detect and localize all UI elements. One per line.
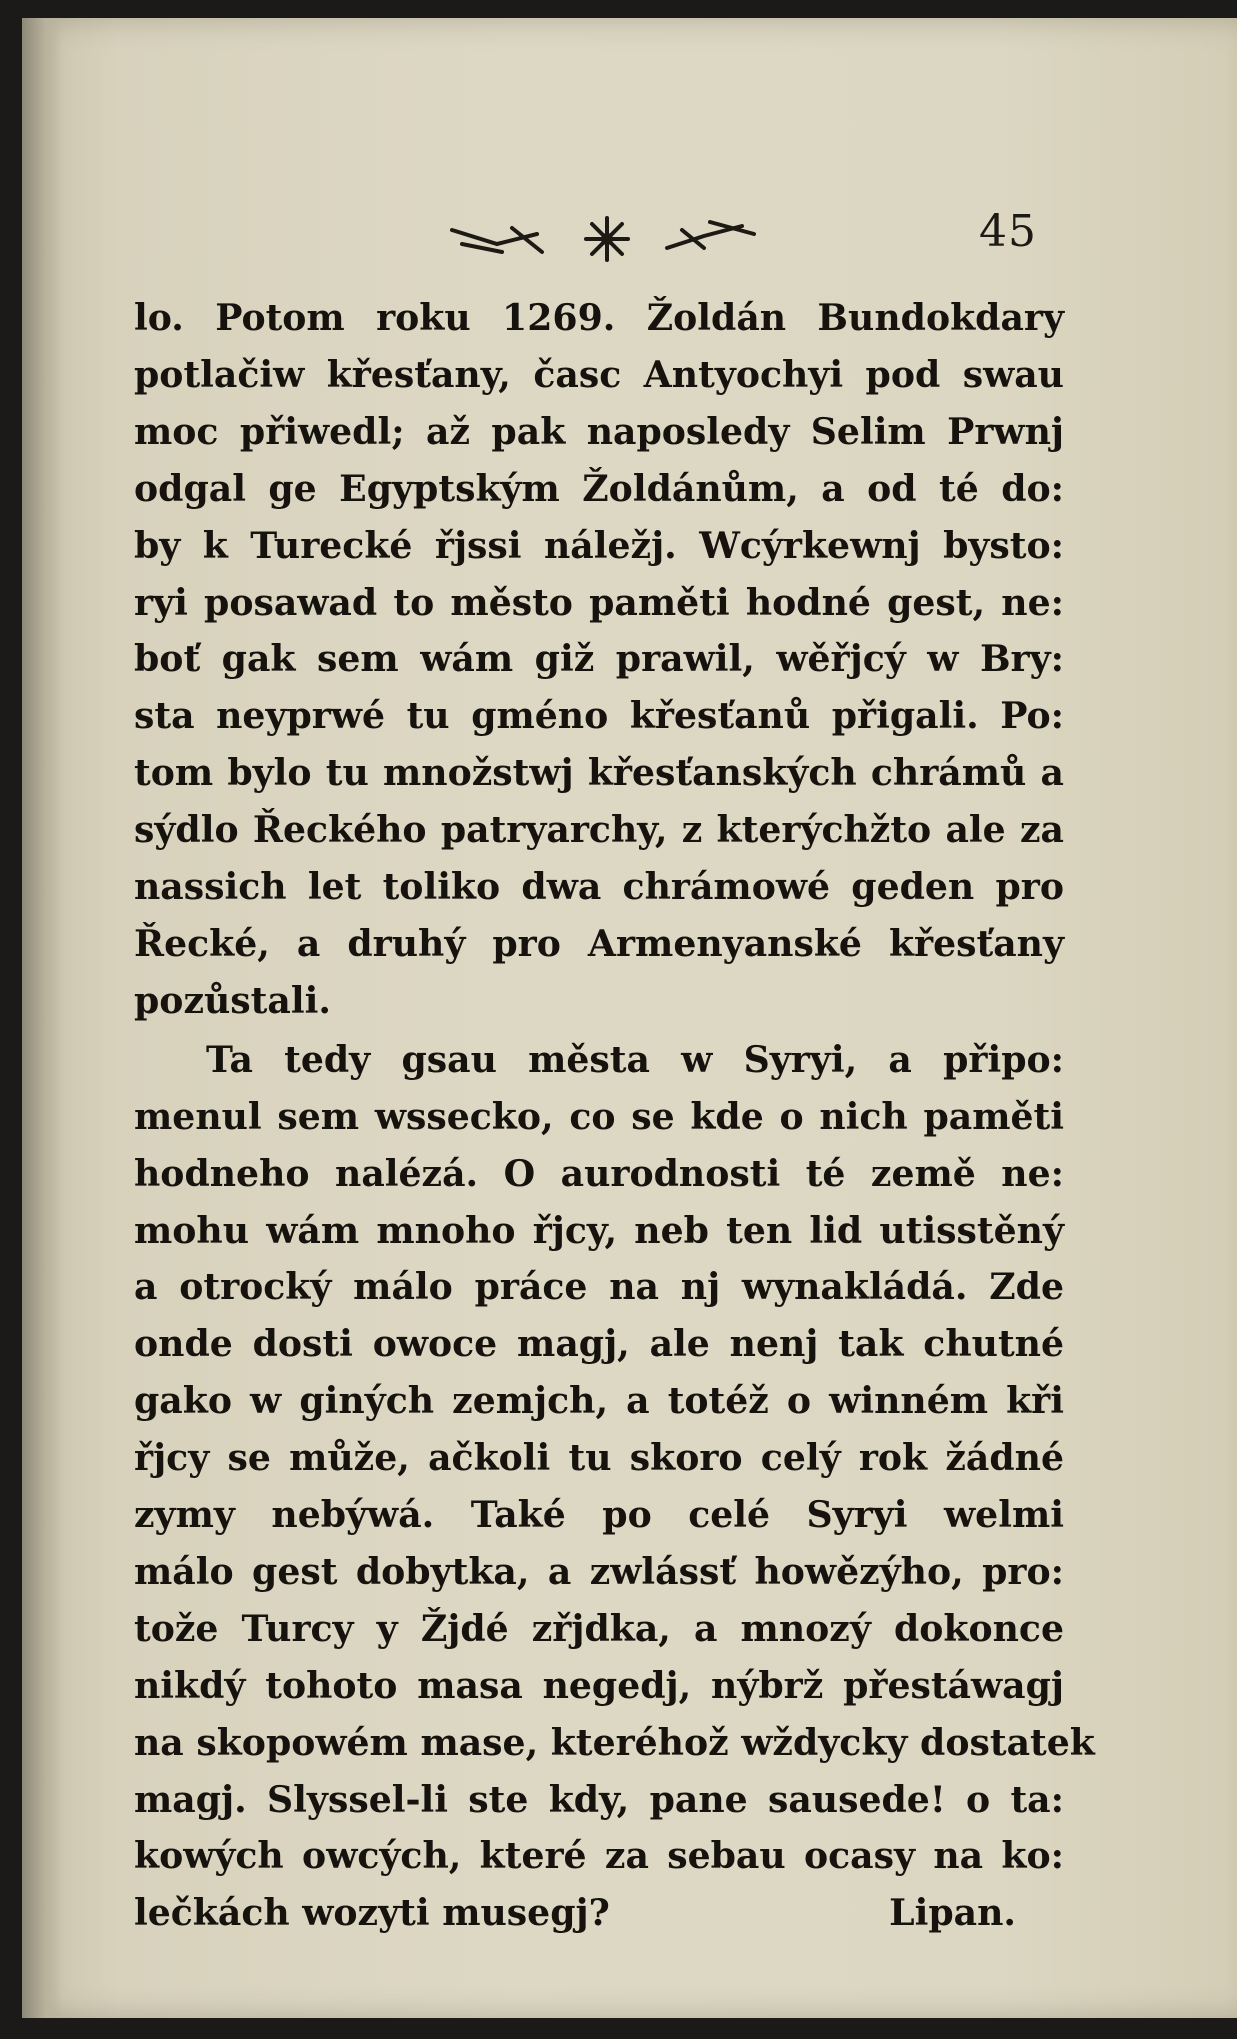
- page-number: 45: [979, 206, 1037, 257]
- text-line: hodneho nalézá. O aurodnosti té země ne:: [134, 1151, 1064, 1195]
- text-line: moc přiwedl; až pak naposledy Selim Prwnj: [134, 409, 1064, 453]
- text-line: Řecké, a druhý pro Armenyanské křesťany: [134, 921, 1064, 965]
- text-line: sta neyprwé tu gméno křesťanů přigali. Po:: [134, 694, 1064, 738]
- page-body-text: [134, 290, 1095, 1942]
- book-page: [22, 18, 1237, 2018]
- text-line: onde dosti owoce magj, ale nenj tak chutné: [134, 1322, 1064, 1366]
- text-line: Ta tedy gsau města w Syryi, a připo:: [206, 1037, 1064, 1081]
- text-line: odgal ge Egyptským Žoldánům, a od té do:: [134, 466, 1064, 510]
- text-line: potlačiw křesťany, časc Antyochyi pod swau: [134, 352, 1064, 396]
- text-line: na skopowém mase, kteréhož wždycky dostatek: [134, 1720, 1095, 1764]
- text-line: lo. Potom roku 1269. Žoldán Bundokdary: [134, 296, 1064, 339]
- text-line: a otrocký málo práce na nj wynakládá. Zde: [134, 1265, 1064, 1309]
- text-line: pozůstali.: [134, 978, 331, 1022]
- text-line: by k Turecké řjssi náležj. Wcýrkewnj bysto:: [134, 523, 1064, 567]
- text-line: sýdlo Řeckého patryarchy, z kterýchžto ale za: [134, 808, 1064, 852]
- text-line-final: [134, 1885, 1064, 1942]
- text-line: ryi posawad to město paměti hodné gest, ne:: [134, 580, 1064, 624]
- text-line: nassich let toliko dwa chrámowé geden pro: [134, 865, 1064, 909]
- paragraph-2: [134, 1032, 1095, 1943]
- text-line: magj. Slyssel-li ste kdy, pane sausede! o ta:: [134, 1777, 1064, 1821]
- text-line: tože Turcy y Žjdé zřjdka, a mnozý dokonce: [134, 1606, 1064, 1650]
- text-line: boť gak sem wám giž prawil, wěřjcý w Bry:: [134, 637, 1064, 681]
- text-line: nikdý tohoto masa negedj, nýbrž přestáwagj: [134, 1663, 1064, 1707]
- page-gutter: [22, 18, 62, 2018]
- text-line: mohu wám mnoho řjcy, neb ten lid utisstěný: [134, 1208, 1064, 1252]
- text-line: menul sem wssecko, co se kde o nich paměti: [134, 1094, 1064, 1138]
- text-line: tom bylo tu množstwj křesťanských chrámů a: [134, 751, 1064, 795]
- text-line: málo gest dobytka, a zwlássť howězýho, pro:: [134, 1549, 1064, 1593]
- page-header: [22, 198, 1237, 278]
- paragraph-1: [134, 290, 1064, 1030]
- header-ornament-icon: [442, 208, 772, 268]
- text-line: kowých owcých, které za sebau ocasy na ko:: [134, 1834, 1064, 1878]
- text-line: lečkách wozyti musegj?: [134, 1891, 610, 1935]
- text-line: gako w giných zemjch, a totéž o winném kři: [134, 1379, 1064, 1423]
- text-line: řjcy se může, ačkoli tu skoro celý rok žádné: [134, 1436, 1064, 1480]
- author-signature: Lipan.: [889, 1891, 1016, 1935]
- text-line: zymy nebýwá. Také po celé Syryi welmi: [134, 1493, 1064, 1537]
